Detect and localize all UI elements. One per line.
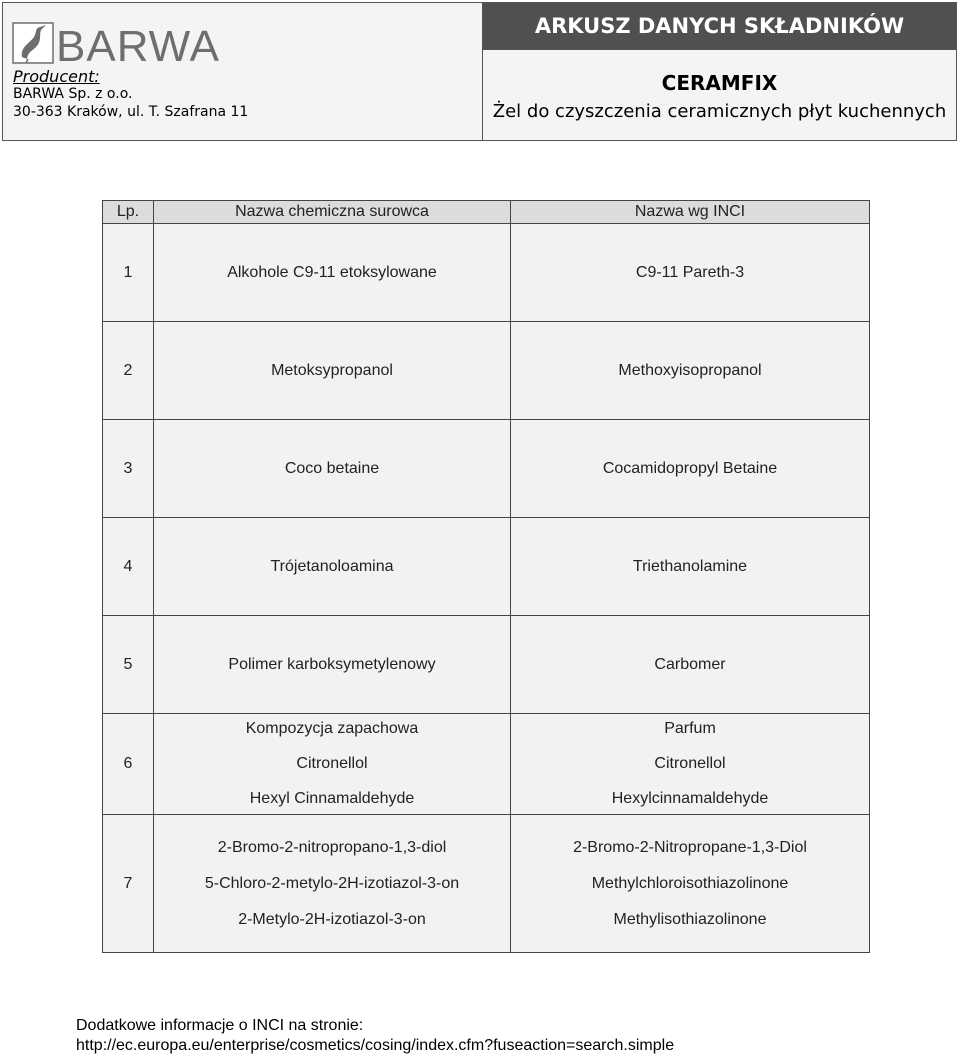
inci-name: Cocamidopropyl Betaine (511, 420, 870, 518)
product-name: CERAMFIX (661, 71, 778, 95)
chemical-name: Trójetanoloamina (154, 518, 511, 616)
row-number: 2 (103, 322, 154, 420)
chemical-name: Alkohole C9-11 etoksylowane (154, 224, 511, 322)
table-row (103, 420, 870, 518)
table-row (103, 714, 870, 815)
inci-name: Methoxyisopropanol (511, 322, 870, 420)
inci-name: Carbomer (511, 616, 870, 714)
row-number: 5 (103, 616, 154, 714)
row-number: 1 (103, 224, 154, 322)
table-row (103, 616, 870, 714)
chemical-name: 5-Chloro-2-metylo-2H-izotiazol-3-on (204, 874, 460, 892)
chemical-name: Coco betaine (154, 420, 511, 518)
inci-name: 2-Bromo-2-Nitropropane-1,3-Diol (573, 838, 807, 856)
footer-note: Dodatkowe informacje o INCI na stronie: (76, 1017, 364, 1034)
header-lp: Lp. (103, 201, 154, 224)
producer-address: 30-363 Kraków, ul. T. Szafrana 11 (13, 104, 249, 120)
chemical-name: Citronellol (296, 755, 368, 772)
producer-panel (3, 3, 483, 140)
chemical-name: 2-Metylo-2H-izotiazol-3-on (238, 910, 426, 928)
cosing-link[interactable]: http://ec.europa.eu/enterprise/cosmetics/cosing/index.cfm?fuseaction=search.simple (76, 1037, 675, 1054)
chemical-name-cell (154, 815, 511, 953)
row-number: 3 (103, 420, 154, 518)
chemical-name: Kompozycja zapachowa (245, 720, 419, 737)
row-number: 6 (103, 714, 154, 815)
footer-info (76, 1016, 674, 1056)
header-inci-name: Nazwa wg INCI (511, 201, 870, 224)
chemical-name: Metoksypropanol (154, 322, 511, 420)
inci-name: Methylisothiazolinone (613, 910, 767, 928)
inci-name-cell (511, 815, 870, 953)
inci-name: Citronellol (654, 755, 726, 772)
inci-name: Triethanolamine (511, 518, 870, 616)
barwa-logo (12, 21, 237, 67)
producer-name: BARWA Sp. z o.o. (13, 86, 133, 102)
document-header (2, 2, 957, 141)
inci-name: Hexylcinnamaldehyde (611, 790, 769, 807)
product-description: Żel do czyszczenia ceramicznych płyt kuchennych (492, 101, 947, 122)
table-row (103, 518, 870, 616)
producer-label: Producent: (13, 67, 100, 86)
chemical-name-cell (154, 714, 511, 815)
chemical-name: Hexyl Cinnamaldehyde (249, 790, 415, 807)
table-header-row (103, 201, 870, 224)
table-row (103, 815, 870, 953)
table-row (103, 322, 870, 420)
inci-name-cell (511, 714, 870, 815)
logo-wordmark: BARWA (56, 22, 220, 67)
chemical-name: 2-Bromo-2-nitropropano-1,3-diol (217, 838, 447, 856)
ingredients-table (102, 200, 870, 953)
row-number: 4 (103, 518, 154, 616)
chemical-name: Polimer karboksymetylenowy (154, 616, 511, 714)
inci-name: C9-11 Pareth-3 (511, 224, 870, 322)
table-row (103, 224, 870, 322)
sheet-title: ARKUSZ DANYCH SKŁADNIKÓW (483, 3, 956, 50)
inci-name: Methylchloroisothiazolinone (591, 874, 789, 892)
row-number: 7 (103, 815, 154, 953)
inci-name: Parfum (664, 720, 716, 737)
header-chemical-name: Nazwa chemiczna surowca (154, 201, 511, 224)
